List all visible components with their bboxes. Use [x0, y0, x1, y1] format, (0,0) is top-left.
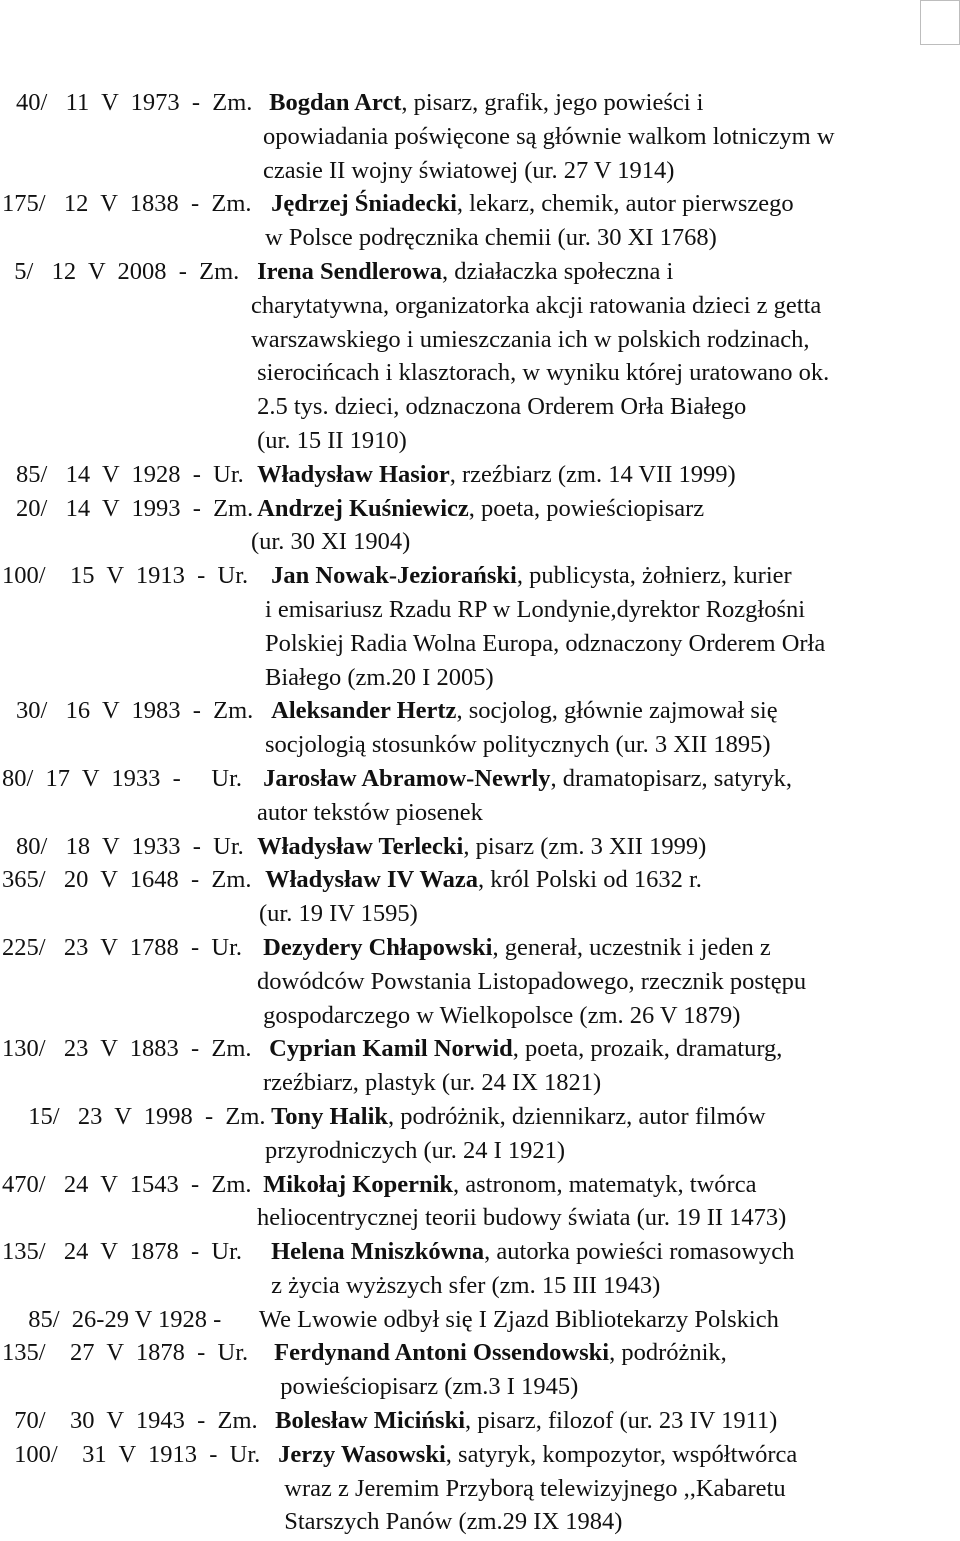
document-body	[0, 86, 960, 1539]
entry	[0, 830, 960, 864]
entry-text: (ur. 30 XI 1904)	[251, 528, 411, 556]
entry-date-prefix: 80/ 18 V 1933 - Ur.	[16, 832, 244, 860]
entry	[0, 1100, 960, 1168]
entry-text: , pisarz, grafik, jego powieści i	[401, 89, 704, 116]
entry-line	[0, 1201, 960, 1235]
person-name: Andrzej Kuśniewicz	[257, 494, 469, 522]
entry	[0, 694, 960, 762]
entry-text: , podróżnik, dziennikarz, autor filmów	[388, 1102, 766, 1130]
person-name: Aleksander Hertz	[271, 697, 457, 725]
entry-text: , generał, uczestnik i jeden z	[492, 933, 771, 961]
entries-list	[0, 86, 960, 1539]
entry-line	[0, 1066, 960, 1100]
entry-text: autor tekstów piosenek	[257, 798, 483, 826]
entry-line	[0, 424, 960, 458]
person-name: Irena Sendlerowa	[257, 257, 443, 285]
entry	[0, 1235, 960, 1303]
entry-text: (ur. 19 IV 1595)	[259, 900, 418, 928]
entry	[0, 863, 960, 931]
entry-date-prefix: 470/ 24 V 1543 - Zm.	[2, 1170, 252, 1198]
entry	[0, 86, 960, 187]
page-corner-box	[920, 0, 960, 45]
entry-line	[0, 965, 960, 999]
entry-line	[0, 1370, 960, 1404]
person-name: Jerzy Wasowski	[278, 1440, 446, 1468]
person-name: Cyprian Kamil Norwid	[269, 1035, 513, 1063]
entry-line	[0, 525, 960, 559]
entry-line	[0, 221, 960, 255]
entry-date-prefix: 15/ 23 V 1998 - Zm.	[16, 1102, 266, 1130]
entry-text: wraz z Jeremim Przyborą telewizyjnego ,,Kabaretu	[272, 1474, 786, 1502]
entry-text: socjologią stosunków politycznych (ur. 3 XII 1895)	[265, 731, 771, 759]
person-name: Bogdan Arct	[269, 89, 402, 116]
entry-text: rzeźbiarz, plastyk (ur. 24 IX 1821)	[263, 1069, 602, 1097]
entry-line	[0, 999, 960, 1033]
entry-text: , pisarz, filozof (ur. 23 IV 1911)	[465, 1407, 778, 1435]
entry-text: opowiadania poświęcone są głównie walkom lotniczym w	[263, 122, 835, 150]
entry-text: Starszych Panów (zm.29 IX 1984)	[272, 1508, 623, 1536]
entry-text: dowódców Powstania Listopadowego, rzecznik postępu	[257, 967, 807, 995]
entry-text: , autorka powieści romasowych	[484, 1238, 795, 1266]
entry	[0, 1168, 960, 1236]
entry	[0, 1404, 960, 1438]
entry-line	[0, 593, 960, 627]
entry-date-prefix: 80/ 17 V 1933 - Ur.	[2, 764, 243, 792]
entry-text: powieściopisarz (zm.3 I 1945)	[268, 1373, 579, 1401]
entry-date-prefix: 85/ 14 V 1928 - Ur.	[16, 460, 244, 488]
entry-date-prefix: 365/ 20 V 1648 - Zm.	[2, 866, 252, 894]
entry-text: , dramatopisarz, satyryk,	[550, 764, 793, 792]
entry-date-prefix: 40/ 11 V 1973 - Zm.	[16, 89, 253, 116]
entry-text: i emisariusz Rzadu RP w Londynie,dyrektor Rozgłośni	[265, 595, 806, 623]
entry-text: , poeta, powieściopisarz	[468, 494, 705, 522]
entry-date-prefix: 175/ 12 V 1838 - Zm.	[2, 190, 252, 218]
entry-text: sierocińcach i klasztorach, w wyniku której uratowano ok.	[251, 359, 830, 387]
entry-date-prefix: 130/ 23 V 1883 - Zm.	[2, 1035, 252, 1063]
entry	[0, 458, 960, 492]
person-name: Jan Nowak-Jeziorański	[271, 562, 517, 590]
person-name: Ferdynand Antoni Ossendowski	[274, 1339, 610, 1367]
entry	[0, 187, 960, 255]
entry-text: 2.5 tys. dzieci, odznaczona Orderem Orła Białego	[251, 393, 747, 421]
entry-line	[0, 728, 960, 762]
entry-text: , socjolog, głównie zajmował się	[456, 697, 778, 725]
entry-line	[0, 154, 960, 188]
entry-text: , rzeźbiarz (zm. 14 VII 1999)	[449, 460, 736, 488]
entry-text: w Polsce podręcznika chemii (ur. 30 XI 1768)	[265, 224, 717, 252]
entry-text: charytatywna, organizatorka akcji ratowania dzieci z getta	[251, 291, 822, 319]
person-name: Władysław Terlecki	[257, 832, 464, 860]
entry-line	[0, 627, 960, 661]
entry-line	[0, 289, 960, 323]
person-name: Władysław Hasior	[257, 460, 450, 488]
entry-text: , poeta, prozaik, dramaturg,	[512, 1035, 783, 1063]
entry-text: Białego (zm.20 I 2005)	[265, 663, 494, 691]
entry-line	[0, 1134, 960, 1168]
entry	[0, 559, 960, 694]
entry	[0, 1303, 960, 1337]
entry	[0, 255, 960, 458]
entry	[0, 1336, 960, 1404]
entry-text: (ur. 15 II 1910)	[251, 426, 407, 454]
entry-text: czasie II wojny światowej (ur. 27 V 1914)	[263, 156, 675, 184]
entry-text: , pisarz (zm. 3 XII 1999)	[463, 832, 707, 860]
entry-date-prefix: 30/ 16 V 1983 - Zm.	[16, 697, 254, 725]
entry-text: Polskiej Radia Wolna Europa, odznaczony Orderem Orła	[265, 629, 826, 657]
entry-text: , król Polski od 1632 r.	[477, 866, 702, 894]
entry-line	[0, 356, 960, 390]
entry-text: , lekarz, chemik, autor pierwszego	[456, 190, 794, 218]
entry-line	[0, 120, 960, 154]
entry-date-prefix: 135/ 24 V 1878 - Ur.	[2, 1238, 243, 1266]
entry-line	[0, 390, 960, 424]
entry-line	[0, 796, 960, 830]
entry-line	[0, 323, 960, 357]
person-name: Bolesław Miciński	[275, 1407, 466, 1435]
entry-text: heliocentrycznej teorii budowy świata (ur. 19 II 1473)	[257, 1204, 787, 1232]
entry-text: , astronom, matematyk, twórca	[453, 1170, 757, 1198]
entry-date-prefix: 5/ 12 V 2008 - Zm.	[2, 257, 240, 285]
entry	[0, 1032, 960, 1100]
entry	[0, 492, 960, 560]
entry-date-prefix: 20/ 14 V 1993 - Zm.	[16, 494, 254, 522]
entry-text: We Lwowie odbył się I Zjazd Bibliotekarzy Polskich	[241, 1305, 779, 1333]
person-name: Dezydery Chłapowski	[263, 933, 493, 961]
entry	[0, 1438, 960, 1539]
entry-text: , satyryk, kompozytor, współtwórca	[445, 1440, 798, 1468]
entry-date-prefix: 100/ 31 V 1913 - Ur.	[8, 1440, 261, 1468]
entry-text: , podróżnik,	[609, 1339, 727, 1367]
entry-date-prefix: 85/ 26-29 V 1928 -	[16, 1305, 222, 1333]
entry-line	[0, 1269, 960, 1303]
entry-text: warszawskiego i umieszczania ich w polskich rodzinach,	[251, 325, 810, 353]
person-name: Helena Mniszkówna	[271, 1238, 485, 1266]
entry	[0, 762, 960, 830]
person-name: Jędrzej Śniadecki	[271, 190, 457, 218]
entry-text: z życia wyższych sfer (zm. 15 III 1943)	[265, 1271, 661, 1299]
person-name: Jarosław Abramow-Newrly	[263, 764, 551, 792]
entry-line	[0, 1472, 960, 1506]
person-name: Mikołaj Kopernik	[263, 1170, 454, 1198]
person-name: Tony Halik	[271, 1102, 389, 1130]
entry-date-prefix: 135/ 27 V 1878 - Ur.	[2, 1339, 249, 1367]
entry-text: , działaczka społeczna i	[442, 257, 674, 285]
entry-text: , publicysta, żołnierz, kurier	[516, 562, 792, 590]
entry-text: gospodarczego w Wielkopolsce (zm. 26 V 1879)	[257, 1001, 741, 1029]
entry-date-prefix: 225/ 23 V 1788 - Ur.	[2, 933, 243, 961]
entry-line	[0, 661, 960, 695]
entry-date-prefix: 100/ 15 V 1913 - Ur.	[2, 562, 249, 590]
person-name: Władysław IV Waza	[265, 866, 478, 894]
entry-date-prefix: 70/ 30 V 1943 - Zm.	[2, 1407, 258, 1435]
entry-line	[0, 897, 960, 931]
entry-text: przyrodniczych (ur. 24 I 1921)	[265, 1136, 566, 1164]
entry-line	[0, 1505, 960, 1539]
entry	[0, 931, 960, 1032]
